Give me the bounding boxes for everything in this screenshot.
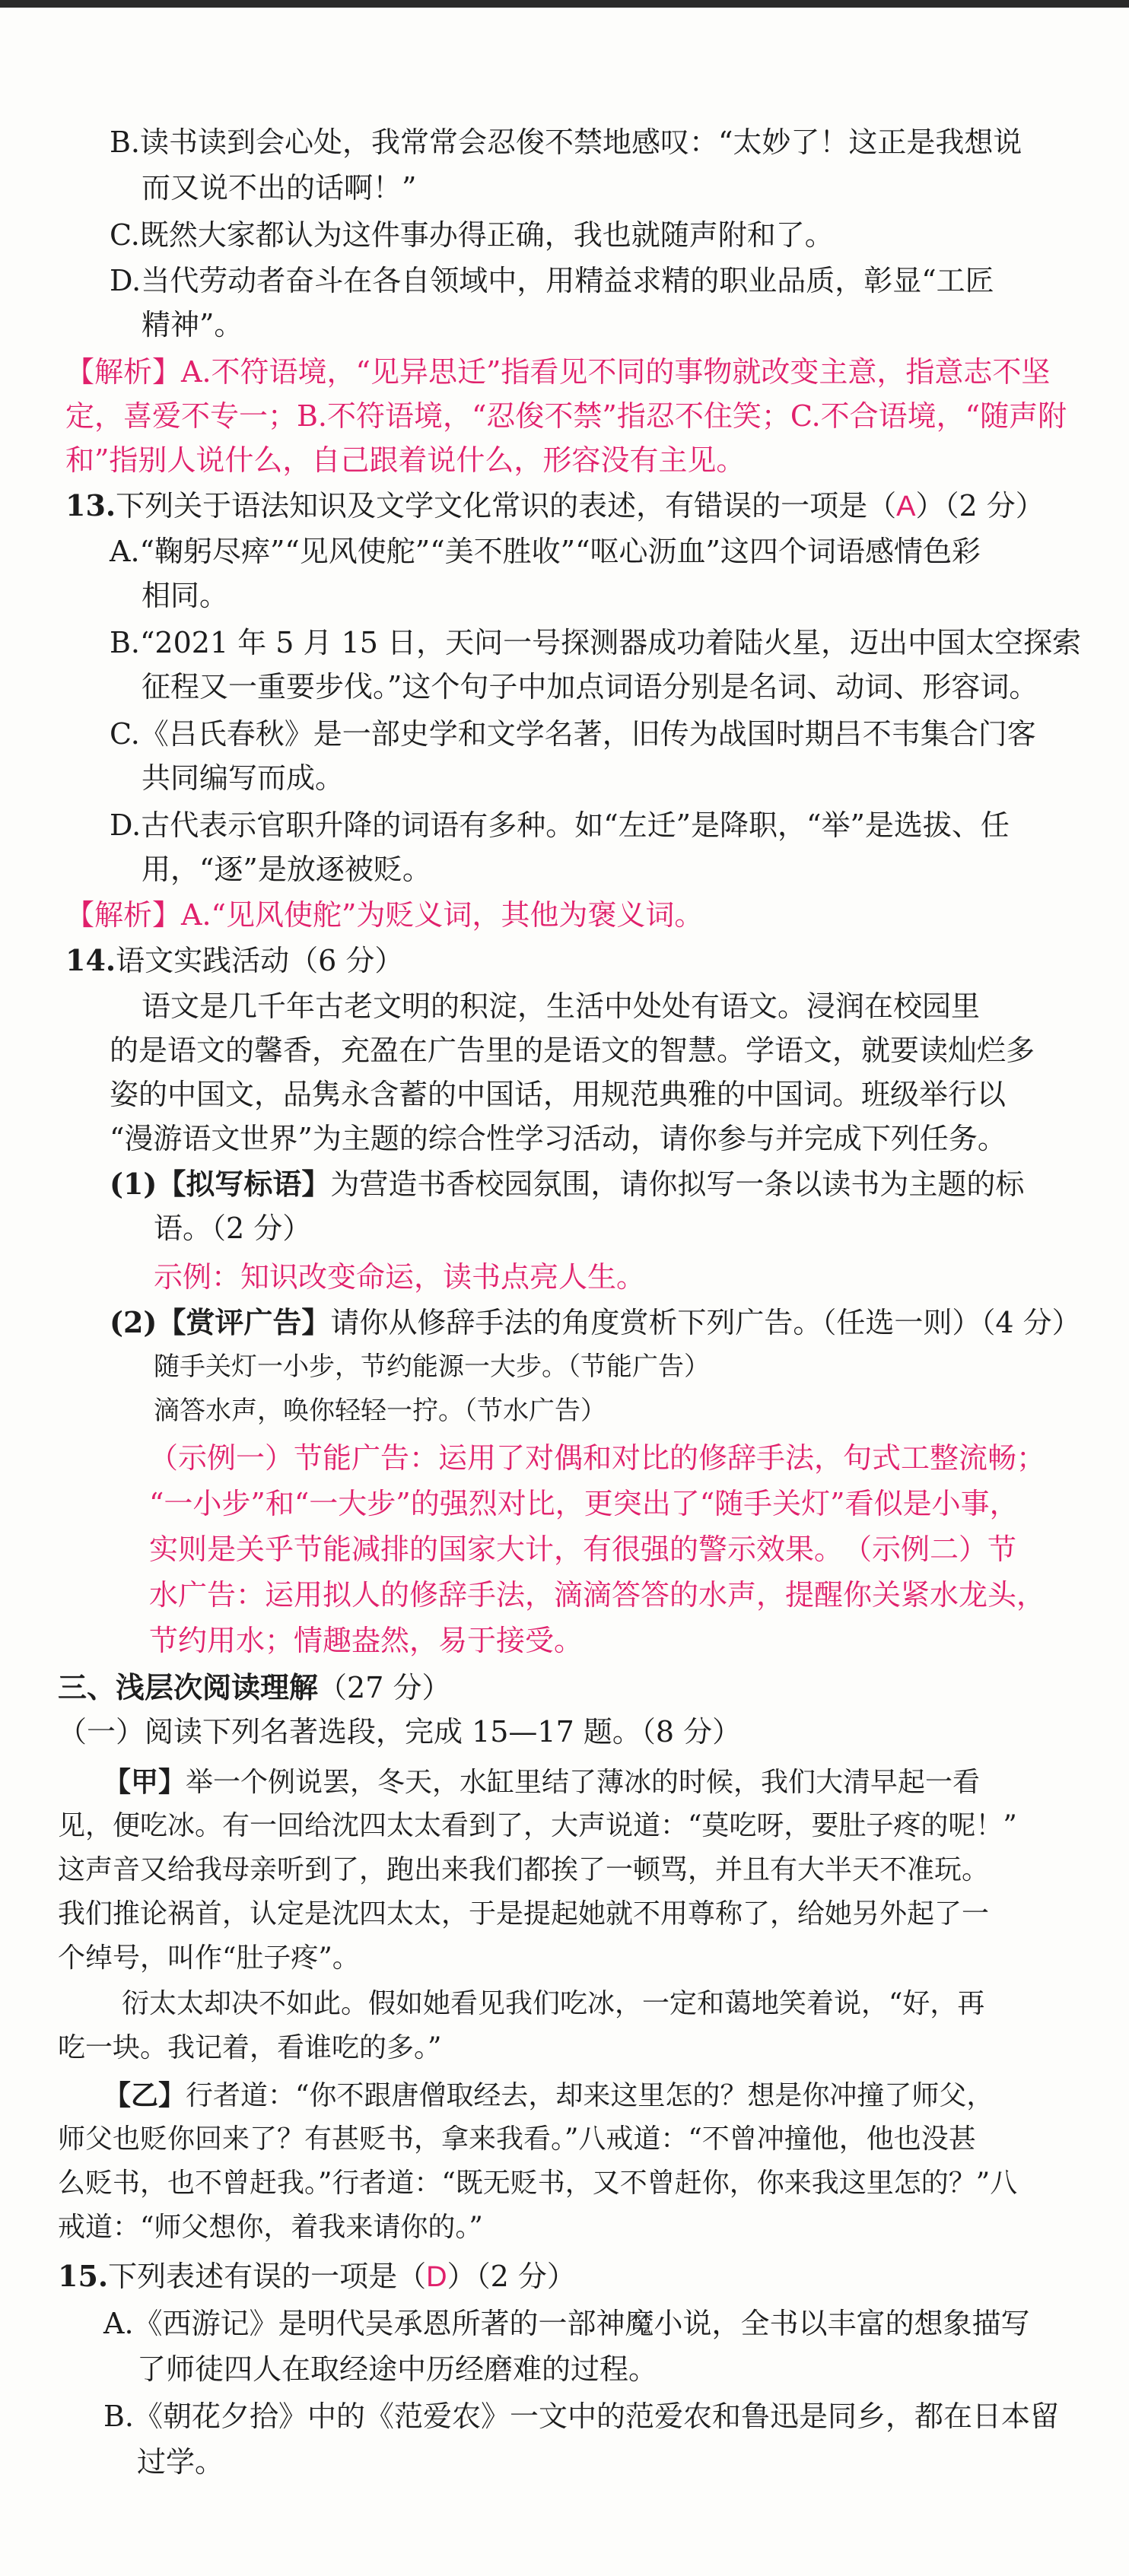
q14-sub2-answer-line3: 实则是关乎节能减排的国家大计，有很强的警示效果。 （示例二）节	[149, 1533, 1017, 1566]
q13-option-a-line2: 相同。	[142, 579, 229, 612]
q12-option-b-line1: B.读书读到会心处，我常常会忍俊不禁地感叹：“太妙了！这正是我想说	[110, 125, 1022, 159]
q13-answer: A	[896, 491, 916, 523]
q14-intro-line4: “漫游语文世界”为主题的综合性学习活动，请你参与并完成下列任务。	[110, 1122, 1007, 1155]
q14-title: 语文实践活动（6 分）	[116, 944, 404, 977]
q12-analysis-line3: 和”指别人说什么，自己跟着说什么，形容没有主见。	[65, 443, 746, 477]
q13-option-c-line2: 共同编写而成。	[142, 761, 345, 795]
passage-jia-text1: 举一个例说罢，冬天，水缸里结了薄冰的时候，我们大清早起一看	[186, 1767, 981, 1798]
passage-jia-line5: 个绰号，叫作“肚子疼”。	[58, 1942, 360, 1974]
q14-sub2-label: (2)【赏评广告】	[110, 1305, 331, 1339]
q14-sub1-line2: 语。（2 分）	[154, 1212, 312, 1245]
q12-analysis-line1: 【解析】A.不符语境，“见异思迁”指看见不同的事物就改变主意，指意志不坚	[65, 355, 1051, 389]
section3-title: 三、浅层次阅读理解	[58, 1670, 319, 1704]
q12-option-d-line2: 精神”。	[142, 308, 243, 341]
q12-analysis-line2: 定，喜爱不专一；B.不符语境，“忍俊不禁”指忍不住笑；C.不合语境，“随声附	[65, 399, 1067, 433]
q15-stem-line	[58, 2256, 576, 2298]
q14-sub1-text: 为营造书香校园氛围，请你拟写一条以读书为主题的标	[330, 1167, 1025, 1201]
passage-jia-line3: 这声音又给我母亲听到了，跑出来我们都挨了一顿骂，并且有大半天不准玩。	[58, 1854, 990, 1885]
q14-sub2-answer-line1: （示例一）节能广告：运用了对偶和对比的修辞手法，句式工整流畅；	[149, 1441, 1046, 1475]
q13-option-b-line2: 征程又一重要步伐。”这个句子中加点词语分别是名词、动词、形容词。	[142, 670, 1038, 704]
passage-yi-line2: 师父也贬你回来了？有甚贬书，拿来我看。”八戒道：“不曾冲撞他，他也没甚	[58, 2123, 976, 2155]
passage-jia-line6: 衍太太却决不如此。假如她看见我们吃冰，一定和蔼地笑着说，“好，再	[122, 1988, 985, 2019]
q15-option-a-line1: A.《西游记》是明代吴承恩所著的一部神魔小说，全书以丰富的想象描写	[103, 2307, 1030, 2340]
q14-sub2-line1	[110, 1302, 1081, 1343]
q12-option-c: C.既然大家都认为这件事办得正确，我也就随声附和了。	[110, 218, 834, 252]
q13-option-d-line2: 用，“逐”是放逐被贬。	[142, 853, 431, 886]
q14-sub2-answer-line4: 水广告：运用拟人的修辞手法，滴滴答答的水声，提醒你关紧水龙头，	[149, 1578, 1046, 1612]
q14-ad1: 随手关灯一小步，节约能源一大步。（节能广告）	[154, 1352, 710, 1382]
section3-points: （27 分）	[318, 1671, 451, 1704]
q15-tail: ）（2 分）	[447, 2260, 576, 2293]
q14-intro-line3: 姿的中国文，品隽永含蓄的中国话，用规范典雅的中国词。班级举行以	[110, 1078, 1007, 1111]
q15-number: 15.	[58, 2259, 109, 2293]
passage-jia-line7: 吃一块。我记着，看谁吃的多。”	[58, 2032, 442, 2063]
passage-jia-line1	[103, 1761, 980, 1803]
passage-yi-text1: 行者道：“你不跟唐僧取经去，却来这里怎的？想是你冲撞了师父，	[186, 2080, 994, 2111]
passage-yi-line1	[103, 2075, 994, 2117]
passage-yi-line4: 戒道：“师父想你，着我来请你的。”	[58, 2212, 483, 2243]
q13-number: 13.	[65, 488, 116, 523]
q13-option-b-line1: B.“2021 年 5 月 15 日，天问一号探测器成功着陆火星，迈出中国太空探索	[110, 626, 1082, 659]
passage-jia-line2: 见，便吃冰。有一回给沈四太太看到了，大声说道：“莫吃呀，要肚子疼的呢！”	[58, 1810, 1017, 1841]
q14-sub2-text: 请你从修辞手法的角度赏析下列广告。（任选一则）（4 分）	[330, 1306, 1081, 1339]
q15-option-a-line2: 了师徒四人在取经途中历经磨难的过程。	[137, 2352, 658, 2386]
q14-intro-line2: 的是语文的馨香，充盈在广告里的是语文的智慧。学语文，就要读灿烂多	[110, 1034, 1035, 1067]
q15-option-b-line2: 过学。	[137, 2445, 224, 2479]
q14-title-line	[65, 940, 403, 981]
q12-option-d-line1: D.当代劳动者奋斗在各自领域中，用精益求精的职业品质，彰显“工匠	[110, 264, 994, 297]
q14-sub1-label: (1)【拟写标语】	[110, 1167, 331, 1201]
q15-answer: D	[426, 2261, 447, 2293]
passage-jia-label: 【甲】	[103, 1766, 186, 1798]
q14-sub2-answer-line2: “一小步”和“一大步”的强烈对比，更突出了“随手关灯”看似是小事，	[149, 1487, 1019, 1520]
q14-ad2: 滴答水声，唤你轻轻一拧。（节水广告）	[154, 1396, 606, 1426]
q13-stem-line	[65, 485, 1045, 527]
q14-intro-line1: 语文是几千年古老文明的积淀，生活中处处有语文。浸润在校园里	[142, 989, 981, 1023]
passage-yi-line3: 么贬书，也不曾赶我。”行者道：“既无贬书，又不曾赶你，你来我这里怎的？”八	[58, 2168, 1018, 2199]
q13-stem: 下列关于语法知识及文学文化常识的表述，有错误的一项是（	[116, 489, 897, 523]
section3-heading	[58, 1667, 450, 1708]
q13-tail: ）（2 分）	[915, 489, 1045, 523]
passage-yi-label: 【乙】	[103, 2079, 186, 2111]
q13-analysis: 【解析】A.“见风使舵”为贬义词，其他为褒义词。	[65, 898, 704, 932]
q12-option-b-line2: 而又说不出的话啊！”	[142, 171, 417, 205]
q13-option-d-line1: D.古代表示官职升降的词语有多种。如“左迁”是降职，“举”是选拔、任	[110, 808, 1010, 842]
top-rule	[0, 0, 1129, 8]
q13-option-a-line1: A.“鞠躬尽瘁”“见风使舵”“美不胜收”“呕心沥血”这四个词语感情色彩	[110, 535, 981, 568]
q15-option-b-line1: B.《朝花夕拾》中的《范爱农》一文中的范爱农和鲁迅是同乡，都在日本留	[103, 2400, 1060, 2433]
passage-jia-line4: 我们推论祸首，认定是沈四太太，于是提起她就不用尊称了，给她另外起了一	[58, 1898, 990, 1930]
q14-number: 14.	[65, 943, 116, 977]
section3-part1: （一）阅读下列名著选段，完成 15—17 题。（8 分）	[58, 1715, 742, 1749]
q14-sub2-answer-line5: 节约用水；情趣盎然，易于接受。	[149, 1624, 584, 1657]
q14-sub1-line1	[110, 1164, 1024, 1205]
q13-option-c-line1: C.《吕氏春秋》是一部史学和文学名著，旧传为战国时期吕不韦集合门客	[110, 717, 1036, 751]
q15-stem: 下列表述有误的一项是（	[108, 2260, 427, 2293]
q14-sub1-answer: 示例：知识改变命运，读书点亮人生。	[154, 1260, 646, 1294]
